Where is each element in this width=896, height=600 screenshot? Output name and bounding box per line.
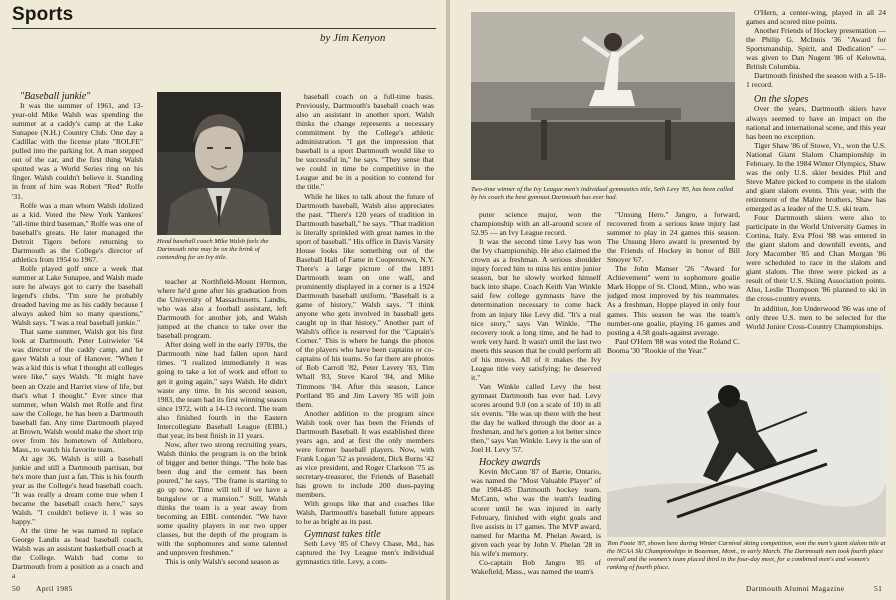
article-column-1	[12, 92, 143, 580]
paragraph: Now, after two strong recruiting years, Walsh thinks the program is on the brink of bigger and better things. "The hole has been dug and the cement has been poured," he says. "The frame is starting to go up now. Time will tell if we have a bungalow or a mansion." Still, Walsh thinks the team is a year away from becoming an EIBL contender. "We have some quality players in our two upper classes, but the depth of the program is with the sophomores and some talented and unproven freshmen."	[157, 439, 287, 558]
issue-date: April 1985	[36, 584, 73, 593]
paragraph: It was the second time Levy has won the Ivy championship. He also claimed the crown as a freshman. A serious shoulder injury forced him to miss his entire junior season, but he slowly worked himself back into shape. Coach Keith Van Winkle said few college gymnasts have the determination necessary to come back from an injury like Levy did. "It's a real nice story," says Van Winkle. "The recovery took a long time, and he had to work very hard. It wasn't until the last two meets this season that he could perform all of his moves. All of it makes the Ivy League title very satisfying; he deserved it."	[471, 237, 601, 382]
paragraph: That same summer, Walsh got his first look at Dartmouth. Peter Luitwieler '64 was director of the caddy camp, and he gave Walsh a tour of Hanover. "When I was a kid this is what I thought all colleges were like," says Walsh. "It might have been an Ozzie and Harriet view of life, but that's what I thought." Ever since that summer, when Walsh met Rolfe and first saw the College, he has been a Dartmouth baseball fan. Any time Dartmouth played at Brown, Walsh would make the short trip over from his hometown of Attleboro, Mass., to watch his favorite team.	[12, 327, 143, 454]
paragraph: baseball coach on a full-time basis. Previously, Dartmouth's baseball coach was also an assistant in another sport. Walsh thinks the change represents a necessary commitment by the College's athletic administration. "I get the impression that baseball is a sport Dartmouth would like to be successful in," he says. "They sense that we could in time be competitive in the League and be in a position to contend for the title."	[296, 92, 434, 192]
article-column-5	[607, 210, 740, 370]
magazine-name: Dartmouth Alumni Magazine	[746, 584, 845, 593]
left-page	[0, 0, 446, 600]
paragraph: Paul O'Hern '88 was voted the Roland C. Booma '30 "Rookie of the Year."	[607, 336, 740, 355]
subhead-baseball-junkie: "Baseball junkie"	[20, 92, 91, 102]
col6-body	[746, 8, 886, 89]
article-column-3	[296, 92, 434, 580]
col4-body	[471, 210, 601, 454]
paragraph: "Unsung Hero." Jangro, a forward, recovered from a serious knee injury last summer to play in 24 games this season. The Unsung Hero award is presented by the Friends of Hockey in honor of Bill Smoyer '67.	[607, 210, 740, 265]
gymnast-caption: Two-time winner of the Ivy League men's individual gymnastics title, Seth Levy '85, has been called by his coach the best gymnast Dartmouth has ever had.	[471, 186, 734, 201]
subhead-slopes: On the slopes	[754, 94, 809, 106]
article-column-2	[157, 277, 287, 580]
paragraph: Four Dartmouth skiers were also to participate in the World University Games in Cortina, Italy. Eva Pfosi '88 was entered in the giant slalom and downhill events, and Jory Macomber '85 and Chan Morgan '86 were scheduled to race in the slalom and giant slalom. The three were picked as a result of their U.S. Skiing Association points. Also, Leslie Thompson '86 planned to ski in the cross-country events.	[746, 213, 886, 304]
paragraph: Rolfe played golf once a week that summer at Lake Sunapee, and Walsh made sure he always got to carry the baseball legend's clubs. "I'm sure he probably dreaded having me as his caddy because I always asked him so many questions," Walsh says. "I was a real baseball junkie."	[12, 263, 143, 328]
paragraph: This is only Walsh's second season as	[165, 557, 280, 567]
paragraph: At age 36, Walsh is still a baseball junkie and still a Dartmouth partisan, but he's more than just a fan. This is his fourth year as the College's head baseball coach. "It was really a dream come true when I became the baseball coach here," says Walsh. "I couldn't believe it. I was so happy."	[12, 453, 143, 527]
col3-body-2	[296, 539, 434, 566]
paragraph: Rolfe was a man whom Walsh idolized as a kid. Voted the New York Yankees' "all-time third baseman," Rolfe was one of baseball's greats. He later managed the Detroit Tigers before returning to Dartmouth as the College's director of athletics from 1954 to 1967.	[12, 200, 143, 264]
paragraph: teacher at Northfield-Mount Hermon, where he'd gone after his graduation from the University of Massachusetts. Landis, who was also a football assistant, left Dartmouth for another job, and Walsh jumped at the chance to take over the baseball program.	[157, 277, 287, 341]
paragraph: Over the years, Dartmouth skiers have always seemed to have an impact on the national and international scene, and this year has been no exception.	[746, 104, 886, 141]
coach-photo-caption: Head baseball coach Mike Walsh feels the Dartmouth nine may be on the brink of contending for an Ivy title.	[157, 238, 269, 261]
paragraph: O'Hern, a center-wing, played in all 24 games and scored nine points.	[746, 8, 886, 27]
skier-photo	[607, 372, 886, 537]
col2-body	[157, 277, 287, 567]
paragraph: Kevin McCann '87 of Barrie, Ontario, was named the "Most Valuable Player" of the 1984-85 Dartmouth hockey team. McCann, who was the team's leading scorer until he was injured in early February, finished with eight goals and five assists in 17 games. The MVP award, named for Martha M. Phelan Award, is given each year by John V. Phelan '28 in his wife's memory.	[471, 467, 601, 558]
article-column-4	[471, 210, 601, 580]
paragraph: Another Friends of Hockey presentation — the Philip G. McInnis '36 "Award for Sportsmanship, Spirit, and Dedication" — was given to Dan Nugent '86 of Kelowna, British Columbia.	[746, 26, 886, 72]
subhead-hockey: Hockey awards	[479, 457, 541, 469]
article-column-6	[746, 8, 886, 368]
section-title: Sports	[12, 4, 74, 25]
paragraph: Another addition to the program since Walsh took over has been the Friends of Dartmouth Baseball. It was established three years ago, and at first the only members were former baseball players. Now, with Frank Logan '52 as president, Dick Burns '42 as vice president, and Roger Clarkson '75 as secretary-treasurer, the Friends of Baseball has grown to include 200 dues-paying members.	[296, 408, 434, 500]
coach-photo	[157, 92, 281, 235]
gymnast-photo	[471, 12, 735, 180]
right-page-number: 51	[874, 584, 883, 593]
paragraph: puter science major, won the championship with an all-around score of 52.95 — an Ivy League record.	[471, 210, 601, 238]
col1-body	[12, 101, 143, 580]
paragraph: Seth Levy '85 of Chevy Chase, Md., has captured the Ivy League men's individual gymnastics title. Levy, a com-	[296, 539, 434, 567]
paragraph: In addition, Jon Underwood '86 was one of only three U.S. men to be selected for the World Junior Cross-Country Championships.	[746, 303, 886, 331]
subhead-gymnast: Gymnast takes title	[304, 529, 381, 541]
col5-body	[607, 210, 740, 355]
paragraph: Dartmouth finished the season with a 5-18-1 record.	[746, 71, 886, 90]
header-rule	[12, 28, 436, 29]
skier-caption: Tom Foote '87, shown here during Winter Carnival skiing competition, won the men's giant slalom title at the NCAA Ski Championships in Bozeman, Mont., in early March. The Dartmouth men took fourth place overall and the women's team placed third in the four-day meet, for a combined men's and women's ranking of fourth place.	[607, 540, 886, 571]
paragraph: Van Winkle called Levy the best gymnast Dartmouth has ever had. Levy scores around 9.0 (on a scale of 10) in all six events. "He was up there with the best the day he walked through the door as a freshman, and he's gotten a lot better since then," says Van Winkle. Levy is the son of Joel H. Levy '57.	[471, 381, 601, 455]
paragraph: The John Manser '26 "Award for Achievement" went to sophomore goalie Mark Hoppe of St. Cloud, Minn., who was judged most improved by his teammates. As a freshman, Hoppe played in only four games. This season he was the team's number-one goalie, playing 16 games and posting a 4.58 goals-against average.	[607, 264, 740, 337]
paragraph: After doing well in the early 1970s, the Dartmouth nine had fallen upon hard times. "I realized immediately it was going to take a lot of work and effort to get it going again," says Walsh. He didn't waste any time. In his second season, 1983, the team had its first winning season since 1972, with a 14-13 record. The team also finished fourth in the Eastern Intercollegiate Baseball League (EIBL) that year, its best finish in 11 years.	[157, 340, 287, 440]
paragraph: Tiger Shaw '86 of Stowe, Vt., won the U.S. National Giant Slalom Championship in February. In the 1984 Winter Olympics, Shaw was the only U.S. skier besides Phil and Steve Mahre picked to compete in the slalom and giant slalom events. This year, with the retirement of the Mahre brothers, Shaw has emerged as a leader of the U.S. ski team.	[746, 140, 886, 213]
byline: by Jim Kenyon	[320, 32, 386, 44]
paragraph: While he likes to talk about the future of Dartmouth baseball, Walsh also appreciates the past. "There's 120 years of tradition in Dartmouth baseball," he says. "That tradition is literally sprinkled with great names in the sport of baseball." His office in Davis Varsity House looks like something out of the Baseball Hall of Fame in Cooperstown, N.Y. There's a large picture of the 1891 Dartmouth team on one wall, and prominently displayed in a corner is a 1924 Dartmouth baseball uniform. "Baseball is a game of history," Walsh says. "I think anyone who gets involved in baseball gets caught up in that history." Another part of Walsh's office is reserved for the "Captain's Corner." This is where he hangs the photos of the players who have been captains or co-captains of his teams. So far there are photos of Rob Carroll '82, Peter Lavery '83, Tim Whall '83, Steve Karol '84, and Mike Timmons '84. After this season, Lance Portland '85 and Jim Lavery '85 will join them.	[296, 191, 434, 409]
paragraph: It was the summer of 1961, and 13-year-old Mike Walsh was spending the summer at a caddy's camp at the Lake Sunapee (N.H.) Country Club. One day a Cadillac with the license plate "ROLFE" pulled into the parking lot. A man stepped out of the car, and the first thing Walsh spotted was a World Series ring on his finger. Walsh couldn't believe it. Standing in front of him was Robert "Red" Rolfe '31.	[12, 101, 143, 201]
paragraph: Co-captain Bob Jangro '85 of Wakefield, Mass., was named the team's	[471, 557, 601, 576]
col4-body-2	[471, 467, 601, 576]
paragraph: With groups like that and coaches like Walsh, Dartmouth's baseball future appears to be as bright as its past.	[296, 499, 434, 527]
col6-body-2	[746, 104, 886, 330]
right-page	[450, 0, 896, 600]
col3-body	[296, 92, 434, 526]
left-page-number: 50	[12, 584, 21, 593]
paragraph: At the time he was named to replace George Landis as head baseball coach, Walsh was an assistant basketball coach at the College. Walsh had come to Dartmouth from a position as a coach and a	[12, 526, 143, 580]
